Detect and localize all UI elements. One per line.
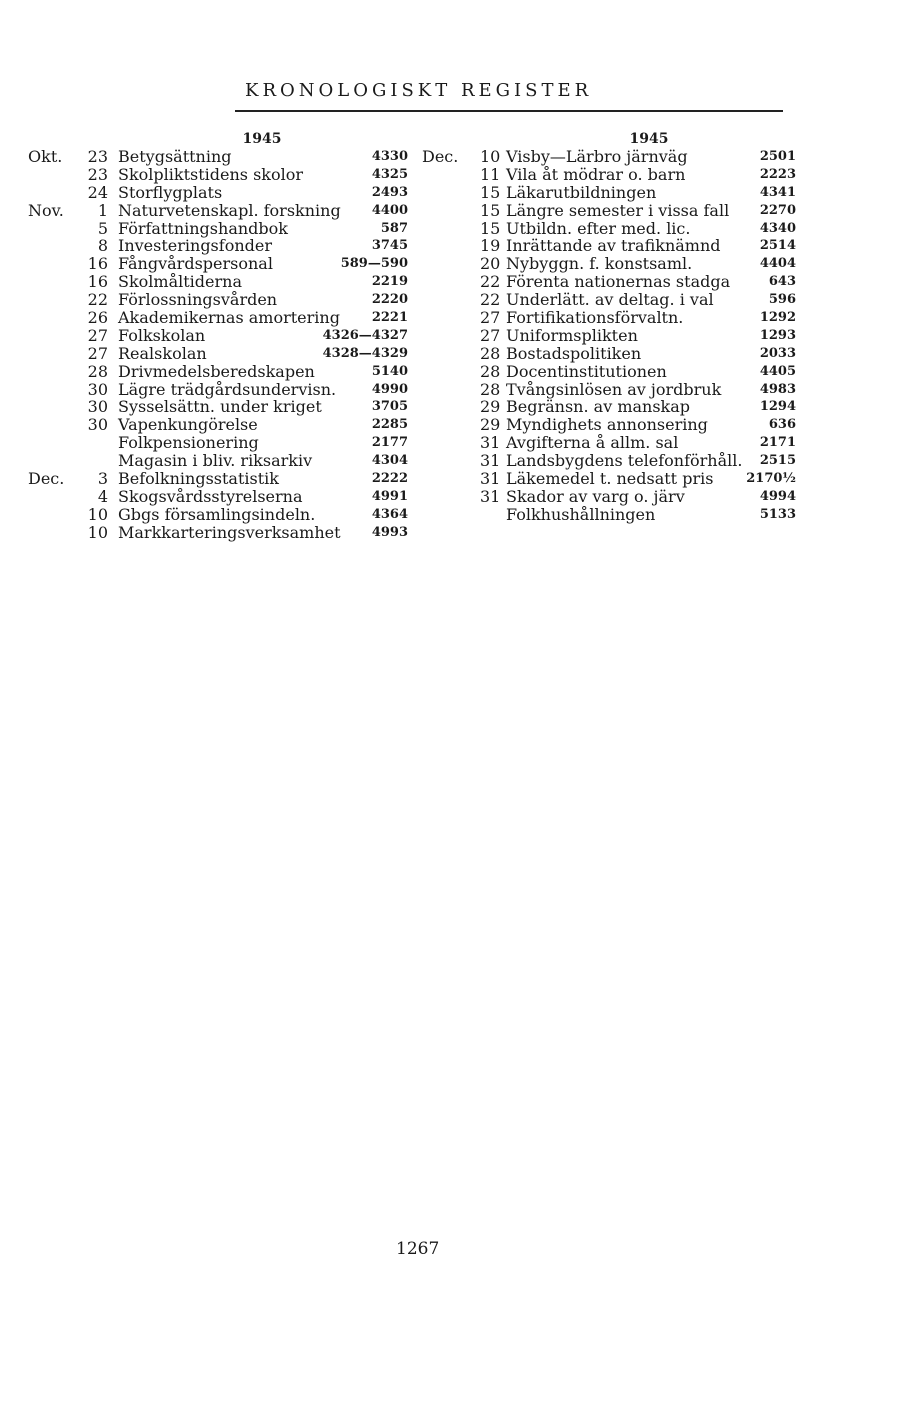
entry-day: 20 <box>480 254 501 274</box>
entry-page: 4325 <box>371 166 408 182</box>
entry-day: 8 <box>97 236 108 256</box>
entry-page: 2501 <box>759 149 796 164</box>
entry-month: Dec. <box>28 469 65 489</box>
entry-day: 10 <box>87 522 108 542</box>
entry-title: Fångvårdspersonal <box>118 254 273 274</box>
register-entry <box>422 398 796 416</box>
entry-title: Skolpliktstidens skolor <box>118 164 304 184</box>
entry-day: 22 <box>480 272 501 292</box>
entry-day: 31 <box>480 486 501 506</box>
year-heading: 1945 <box>242 131 282 147</box>
entry-page: 4404 <box>759 256 796 272</box>
entry-page: 2514 <box>759 238 796 254</box>
entry-page: 2515 <box>759 453 796 469</box>
entry-page: 587 <box>380 220 408 236</box>
entry-page: 596 <box>768 292 796 308</box>
entry-title: Storflygplats <box>118 182 223 202</box>
entry-page: 643 <box>768 274 796 290</box>
entry-page: 4328—4329 <box>322 345 408 361</box>
register-entry <box>28 273 408 291</box>
entry-page: 4340 <box>759 220 796 236</box>
register-entry <box>422 184 796 202</box>
register-entry <box>422 452 796 470</box>
entry-page: 1293 <box>759 327 796 343</box>
register-entry <box>28 148 408 166</box>
register-entry <box>422 237 796 255</box>
entry-day: 29 <box>480 415 501 435</box>
entry-page: 4991 <box>371 488 408 504</box>
right-column <box>422 130 796 524</box>
entry-day: 23 <box>87 147 108 166</box>
entry-page: 5133 <box>759 506 796 522</box>
register-entry <box>422 327 796 345</box>
entry-page: 2285 <box>371 417 408 433</box>
register-entry <box>28 452 408 470</box>
entry-day: 1 <box>97 200 108 220</box>
entry-day: 3 <box>97 469 108 489</box>
entry-title: Tvångsinlösen av jordbruk <box>506 379 722 399</box>
entry-page: 4326—4327 <box>322 327 408 343</box>
entry-title: Sysselsättn. under kriget <box>118 397 322 417</box>
register-entry <box>28 220 408 238</box>
register-entry <box>28 470 408 488</box>
register-entry <box>422 434 796 452</box>
entry-page: 2219 <box>371 274 408 290</box>
entry-day: 26 <box>87 308 108 328</box>
entry-page: 4304 <box>371 453 408 469</box>
running-header: KRONOLOGISKT REGISTER <box>245 80 593 101</box>
entry-title: Docentinstitutionen <box>506 361 667 381</box>
entry-day: 11 <box>480 164 501 184</box>
entry-title: Landsbygdens telefonförhåll. <box>506 451 743 471</box>
entry-day: 28 <box>480 343 501 363</box>
register-entry <box>422 488 796 506</box>
entry-day: 30 <box>87 379 108 399</box>
entry-page: 4364 <box>371 506 408 522</box>
entry-title: Förenta nationernas stadga <box>506 272 731 292</box>
entry-title: Förlossningsvården <box>118 290 278 310</box>
entry-page: 3745 <box>371 238 408 254</box>
entry-title: Utbildn. efter med. lic. <box>506 218 691 238</box>
entry-title: Nybyggn. f. konstsaml. <box>506 254 693 274</box>
entry-day: 19 <box>480 236 501 256</box>
entry-day: 31 <box>480 469 501 489</box>
register-entry <box>28 255 408 273</box>
entry-title: Visby—Lärbro järnväg <box>506 147 688 166</box>
entry-page: 4983 <box>759 381 796 397</box>
left-column <box>28 130 408 542</box>
page-number: 1267 <box>396 1239 440 1259</box>
entry-page: 2033 <box>759 345 796 361</box>
register-entry <box>28 398 408 416</box>
entry-title: Gbgs församlingsindeln. <box>118 504 316 524</box>
entry-page: 4993 <box>371 524 408 540</box>
entry-title: Underlätt. av deltag. i val <box>506 290 714 310</box>
entry-page: 4400 <box>371 202 408 218</box>
entry-title: Fortifikationsförvaltn. <box>506 308 684 328</box>
entry-day: 4 <box>97 486 108 506</box>
entry-title: Markkarteringsverksamhet <box>118 522 341 542</box>
entry-day: 16 <box>87 254 108 274</box>
entry-title: Läkarutbildningen <box>506 182 657 202</box>
entry-day: 16 <box>87 272 108 292</box>
entry-page: 1294 <box>759 399 796 415</box>
entry-title: Uniformsplikten <box>506 325 638 345</box>
entry-day: 31 <box>480 451 501 471</box>
entry-title: Folkhushållningen <box>506 504 656 524</box>
register-entry <box>422 381 796 399</box>
entry-day: 10 <box>87 504 108 524</box>
entry-title: Realskolan <box>118 343 207 363</box>
entry-title: Befolkningsstatistik <box>118 469 279 489</box>
entry-page: 2223 <box>759 166 796 182</box>
entry-day: 28 <box>87 361 108 381</box>
entry-title: Drivmedelsberedskapen <box>118 361 315 381</box>
entry-title: Skador av varg o. järv <box>506 486 685 506</box>
entry-day: 29 <box>480 397 501 417</box>
register-entry <box>28 345 408 363</box>
register-entry <box>28 184 408 202</box>
entry-title: Magasin i bliv. riksarkiv <box>118 451 313 471</box>
entry-day: 15 <box>480 218 501 238</box>
header-rule <box>235 110 783 112</box>
entry-title: Inrättande av trafiknämnd <box>506 236 721 256</box>
register-entry <box>28 291 408 309</box>
entry-page: 5140 <box>371 363 408 379</box>
entry-day: 28 <box>480 379 501 399</box>
register-entry <box>28 488 408 506</box>
entry-day: 23 <box>87 164 108 184</box>
entry-page: 636 <box>768 417 796 433</box>
entry-title: Lägre trädgårdsundervisn. <box>118 379 337 399</box>
entry-page: 1292 <box>759 310 796 326</box>
register-entry <box>422 470 796 488</box>
entry-day: 27 <box>480 325 501 345</box>
entry-day: 28 <box>480 361 501 381</box>
register-entry <box>28 166 408 184</box>
entry-title: Akademikernas amortering <box>118 308 340 328</box>
entry-title: Vapenkungörelse <box>118 415 258 435</box>
entry-title: Avgifterna å allm. sal <box>506 433 679 453</box>
entry-title: Myndighets annonsering <box>506 415 708 435</box>
register-entry <box>422 291 796 309</box>
register-entry <box>422 255 796 273</box>
register-entry <box>422 166 796 184</box>
entry-title: Vila åt mödrar o. barn <box>506 164 686 184</box>
entry-page: 2493 <box>371 184 408 200</box>
entry-month: Nov. <box>28 200 64 220</box>
entry-title: Läkemedel t. nedsatt pris <box>506 469 714 489</box>
entry-day: 27 <box>87 325 108 345</box>
entry-day: 30 <box>87 415 108 435</box>
entry-page: 2222 <box>371 471 408 487</box>
entry-title: Investeringsfonder <box>118 236 272 256</box>
register-entry <box>28 506 408 524</box>
entry-month: Dec. <box>422 147 459 166</box>
register-entry <box>422 220 796 238</box>
entry-title: Längre semester i vissa fall <box>506 200 730 220</box>
entry-month: Okt. <box>28 147 63 166</box>
register-entry <box>422 363 796 381</box>
entry-day: 30 <box>87 397 108 417</box>
entry-page: 3705 <box>371 399 408 415</box>
entry-title: Naturvetenskapl. forskning <box>118 200 341 220</box>
entry-title: Folkpensionering <box>118 433 259 453</box>
entry-page: 4994 <box>759 488 796 504</box>
entry-page: 2270 <box>759 202 796 218</box>
register-entry <box>28 327 408 345</box>
entry-title: Skolmåltiderna <box>118 272 242 292</box>
entry-day: 5 <box>97 218 108 238</box>
entry-page: 589—590 <box>340 256 408 272</box>
register-entry <box>28 363 408 381</box>
entry-page: 4990 <box>371 381 408 397</box>
entry-day: 27 <box>480 308 501 328</box>
register-entry <box>28 381 408 399</box>
entry-page: 2221 <box>371 310 408 326</box>
register-entry <box>28 416 408 434</box>
entry-title: Skogsvårdsstyrelserna <box>118 486 303 506</box>
register-entry <box>28 237 408 255</box>
entry-day: 27 <box>87 343 108 363</box>
entry-page: 4341 <box>759 184 796 200</box>
entry-title: Begränsn. av manskap <box>506 397 691 417</box>
year-heading: 1945 <box>629 131 669 147</box>
register-entry <box>422 416 796 434</box>
entry-title: Folkskolan <box>118 325 206 345</box>
entry-page: 4405 <box>759 363 796 379</box>
register-entry <box>28 434 408 452</box>
register-entry <box>28 524 408 542</box>
register-entry <box>28 309 408 327</box>
entry-page: 2220 <box>371 292 408 308</box>
entry-title: Betygsättning <box>118 147 232 166</box>
entry-day: 31 <box>480 433 501 453</box>
entry-day: 15 <box>480 182 501 202</box>
entry-title: Författningshandbok <box>118 218 288 238</box>
entry-day: 15 <box>480 200 501 220</box>
entry-page: 2177 <box>371 435 408 451</box>
entry-day: 22 <box>480 290 501 310</box>
entry-page: 2171 <box>759 435 796 451</box>
entry-day: 22 <box>87 290 108 310</box>
register-entry <box>422 506 796 524</box>
register-entry <box>422 309 796 327</box>
entry-page: 4330 <box>371 149 408 164</box>
register-entry <box>422 345 796 363</box>
entry-page: 2170½ <box>746 471 796 487</box>
entry-day: 24 <box>87 182 108 202</box>
entry-title: Bostadspolitiken <box>506 343 642 363</box>
entry-day: 10 <box>480 147 501 166</box>
register-entry <box>422 202 796 220</box>
register-entry <box>422 148 796 166</box>
register-entry <box>28 202 408 220</box>
register-entry <box>422 273 796 291</box>
